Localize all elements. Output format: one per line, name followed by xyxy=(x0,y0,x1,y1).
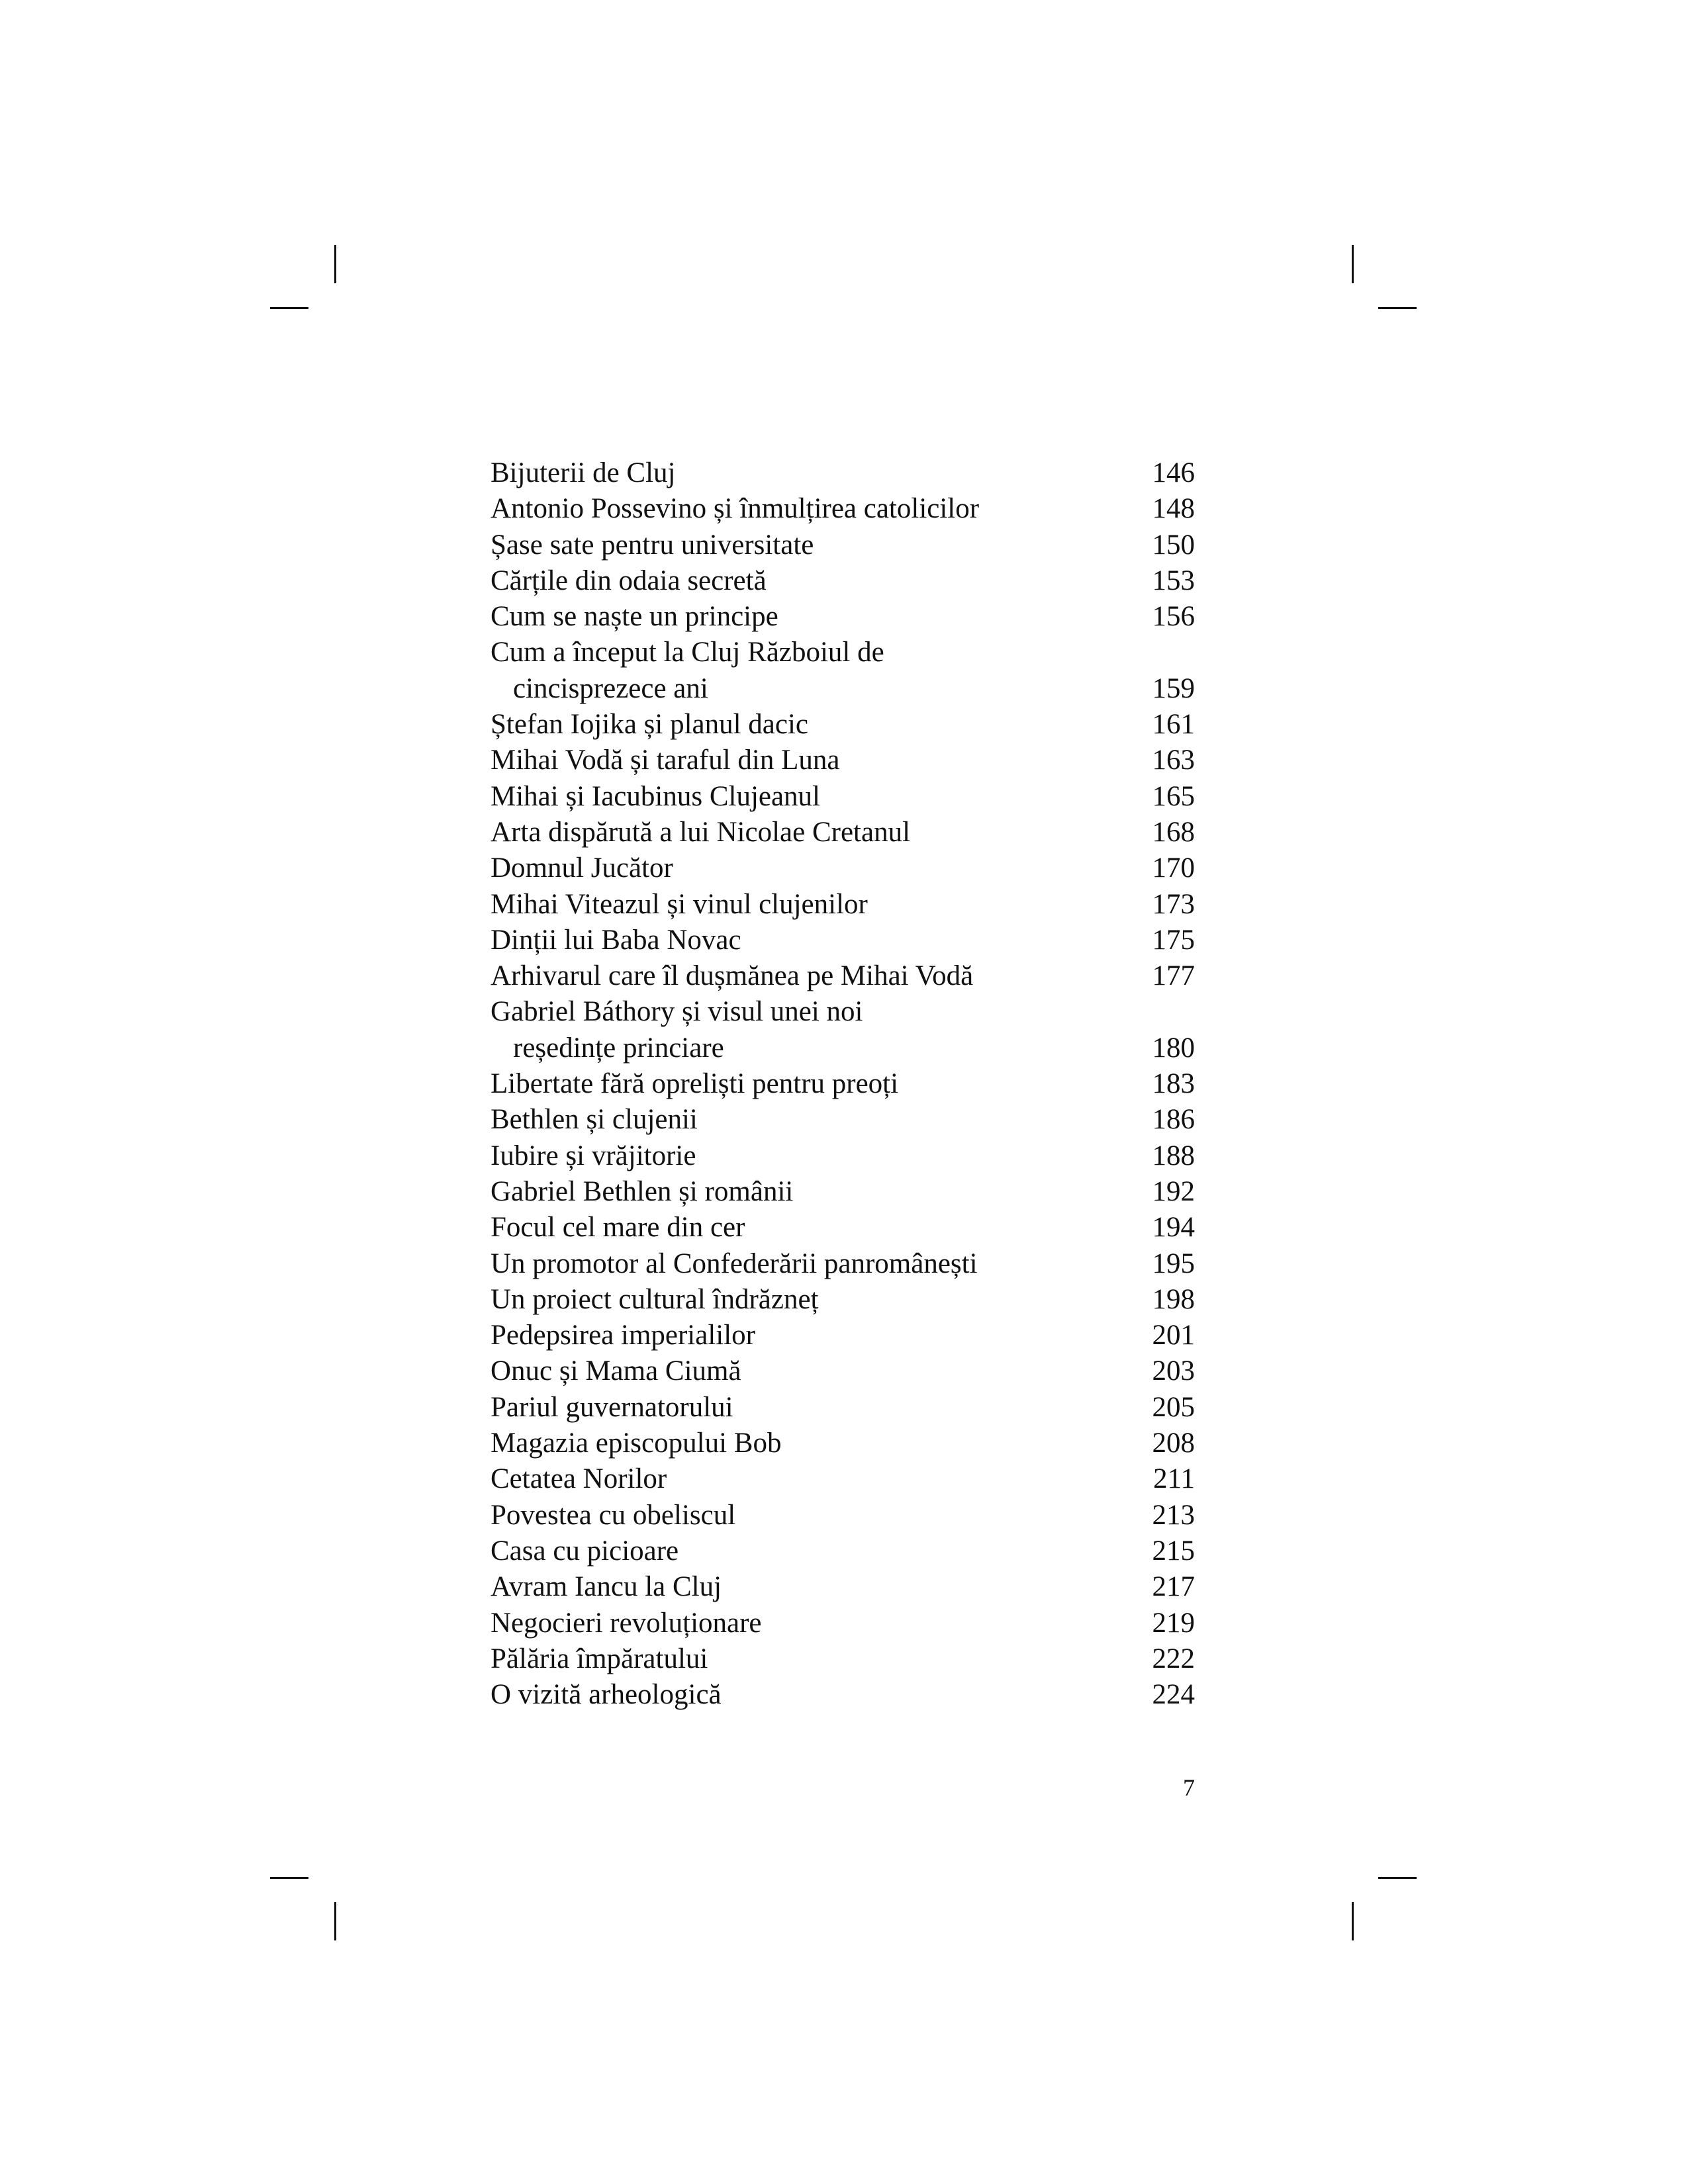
crop-mark-top-left-horizontal xyxy=(270,307,308,309)
toc-entry xyxy=(491,1282,1195,1318)
toc-entry-title: Dinții lui Baba Novac xyxy=(491,924,741,956)
toc-entry-title: Cetatea Norilor xyxy=(491,1463,667,1495)
toc-entry-title: Ștefan Iojika și planul dacic xyxy=(491,709,809,741)
toc-entry-page: 180 xyxy=(1152,1032,1195,1064)
toc-entry-title: Onuc și Mama Ciumă xyxy=(491,1355,741,1387)
toc-entry-title: Gabriel Báthory și visul unei noi xyxy=(491,996,863,1028)
toc-entry-page: 177 xyxy=(1152,960,1195,992)
toc-entry-page: 146 xyxy=(1152,457,1195,488)
toc-entry-page: 205 xyxy=(1152,1391,1195,1423)
toc-entry-page: 175 xyxy=(1152,924,1195,956)
toc-entry-page: 211 xyxy=(1153,1463,1195,1495)
toc-entry-title: Arhivarul care îl dușmănea pe Mihai Vodă xyxy=(491,960,974,992)
toc-entry xyxy=(491,1174,1195,1210)
crop-mark-bottom-left-vertical xyxy=(334,1902,336,1940)
toc-entry-page: 148 xyxy=(1152,493,1195,525)
toc-entry xyxy=(491,1426,1195,1461)
toc-entry-page: 161 xyxy=(1152,709,1195,741)
toc-entry-title: Mihai și Iacubinus Clujeanul xyxy=(491,780,821,812)
page-number: 7 xyxy=(1183,1774,1195,1801)
toc-entry xyxy=(491,671,1195,707)
toc-entry-page: 173 xyxy=(1152,888,1195,920)
toc-entry-page: 150 xyxy=(1152,529,1195,561)
toc-entry-page: 195 xyxy=(1152,1248,1195,1279)
toc-entry-title: Pălăria împăratului xyxy=(491,1643,708,1674)
toc-entry-page: 156 xyxy=(1152,601,1195,633)
toc-entry-title: Un promotor al Confederării panromânești xyxy=(491,1248,978,1279)
toc-entry xyxy=(491,563,1195,599)
toc-entry-page: 159 xyxy=(1152,672,1195,704)
toc-entry xyxy=(491,1030,1195,1066)
toc-entry-page: 170 xyxy=(1152,852,1195,884)
toc-entry xyxy=(491,815,1195,850)
toc-entry-page: 201 xyxy=(1152,1320,1195,1351)
toc-entry-title: Iubire și vrăjitorie xyxy=(491,1140,696,1171)
toc-entry-title: Cum a început la Cluj Războiul de xyxy=(491,637,884,668)
toc-entry-page: 222 xyxy=(1152,1643,1195,1674)
toc-entry xyxy=(491,1066,1195,1102)
toc-entry-page: 208 xyxy=(1152,1428,1195,1459)
toc-entry-title: Șase sate pentru universitate xyxy=(491,529,814,561)
toc-entry-title: Cărțile din odaia secretă xyxy=(491,565,767,596)
toc-entry xyxy=(491,958,1195,994)
toc-entry-title: Focul cel mare din cer xyxy=(491,1212,745,1244)
toc-entry xyxy=(491,1210,1195,1246)
crop-mark-bottom-right-horizontal xyxy=(1378,1877,1417,1879)
toc-entry xyxy=(491,1246,1195,1282)
toc-entry-title: Antonio Possevino și înmulțirea catolicilor xyxy=(491,493,980,525)
toc-entry xyxy=(491,779,1195,815)
toc-entry-page: 203 xyxy=(1152,1355,1195,1387)
toc-entry xyxy=(491,1533,1195,1569)
toc-entry xyxy=(491,743,1195,778)
toc-entry-title: Arta dispărută a lui Nicolae Cretanul xyxy=(491,816,911,848)
toc-entry-title: Pedepsirea imperialilor xyxy=(491,1320,755,1351)
toc-entry-title: Mihai Viteazul și vinul clujenilor xyxy=(491,888,868,920)
toc-entry-title: Magazia episcopului Bob xyxy=(491,1428,782,1459)
crop-mark-bottom-right-vertical xyxy=(1352,1902,1354,1940)
toc-entry-page: 217 xyxy=(1152,1571,1195,1603)
toc-entry-title: Bethlen și clujenii xyxy=(491,1104,698,1136)
toc-entry-page: 168 xyxy=(1152,816,1195,848)
toc-entry-title: Domnul Jucător xyxy=(491,852,673,884)
toc-entry xyxy=(491,491,1195,527)
toc-entry xyxy=(491,1569,1195,1605)
toc-entry xyxy=(491,1606,1195,1641)
toc-entry-page: 192 xyxy=(1152,1175,1195,1207)
toc-entry-title: Cum se naște un principe xyxy=(491,601,778,633)
toc-entry-page: 165 xyxy=(1152,780,1195,812)
toc-entry-title: O vizită arheologică xyxy=(491,1679,722,1711)
table-of-contents xyxy=(491,455,1195,1713)
toc-entry-page: 186 xyxy=(1152,1104,1195,1136)
toc-entry xyxy=(491,635,1195,670)
crop-mark-top-right-vertical xyxy=(1352,245,1354,283)
toc-entry-title: Casa cu picioare xyxy=(491,1535,679,1567)
toc-entry-title: Avram Iancu la Cluj xyxy=(491,1571,722,1603)
toc-entry-page: 215 xyxy=(1152,1535,1195,1567)
toc-entry-page: 194 xyxy=(1152,1212,1195,1244)
toc-entry xyxy=(491,599,1195,635)
toc-entry xyxy=(491,455,1195,491)
toc-entry xyxy=(491,527,1195,563)
toc-entry xyxy=(491,707,1195,743)
toc-entry-page: 163 xyxy=(1152,745,1195,776)
toc-entry-title: Pariul guvernatorului xyxy=(491,1391,733,1423)
toc-entry-page: 219 xyxy=(1152,1607,1195,1639)
toc-entry xyxy=(491,1641,1195,1677)
toc-entry xyxy=(491,1102,1195,1138)
toc-entry xyxy=(491,850,1195,886)
toc-entry xyxy=(491,887,1195,923)
toc-entry xyxy=(491,1498,1195,1533)
toc-entry-title: cincisprezece ani xyxy=(513,672,708,704)
toc-entry-page: 153 xyxy=(1152,565,1195,596)
toc-entry-page: 213 xyxy=(1152,1499,1195,1531)
toc-entry-page: 183 xyxy=(1152,1068,1195,1100)
toc-entry xyxy=(491,1677,1195,1713)
toc-entry-page: 198 xyxy=(1152,1283,1195,1315)
crop-mark-bottom-left-horizontal xyxy=(270,1877,308,1879)
toc-entry-page: 188 xyxy=(1152,1140,1195,1171)
toc-entry xyxy=(491,1318,1195,1353)
toc-entry-title: Mihai Vodă și taraful din Luna xyxy=(491,745,840,776)
toc-entry-title: Povestea cu obeliscul xyxy=(491,1499,736,1531)
toc-entry-title: Negocieri revoluționare xyxy=(491,1607,762,1639)
toc-entry xyxy=(491,1461,1195,1497)
toc-entry-title: reședințe princiare xyxy=(513,1032,724,1064)
toc-entry xyxy=(491,994,1195,1030)
toc-entry-title: Gabriel Bethlen și românii xyxy=(491,1175,794,1207)
crop-mark-top-left-vertical xyxy=(334,245,336,283)
toc-entry xyxy=(491,1138,1195,1174)
toc-entry xyxy=(491,1353,1195,1389)
toc-entry xyxy=(491,923,1195,958)
toc-entry-title: Un proiect cultural îndrăzneț xyxy=(491,1283,819,1315)
toc-entry-page: 224 xyxy=(1152,1679,1195,1711)
toc-entry-title: Bijuterii de Cluj xyxy=(491,457,676,488)
toc-entry xyxy=(491,1390,1195,1426)
crop-mark-top-right-horizontal xyxy=(1378,307,1417,309)
toc-entry-title: Libertate fără opreliști pentru preoți xyxy=(491,1068,899,1100)
